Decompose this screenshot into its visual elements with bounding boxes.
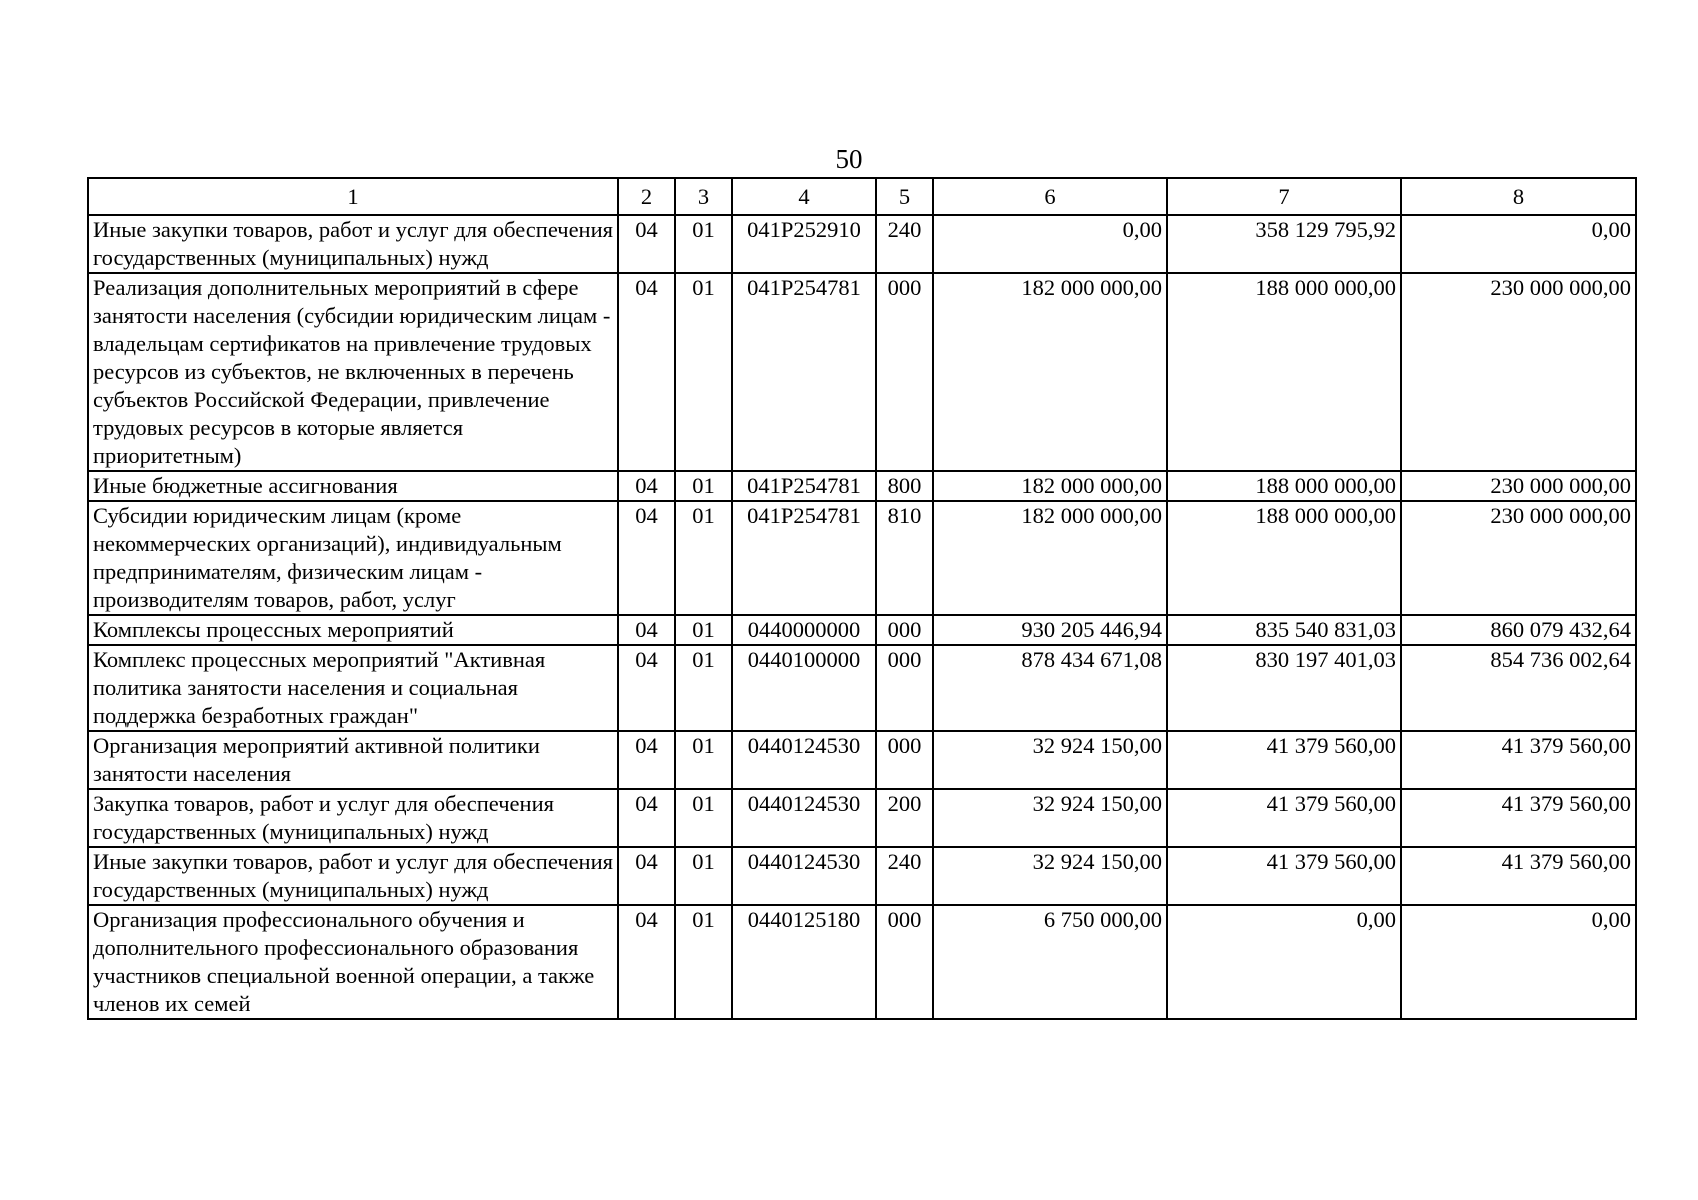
target-article-code: 0440124530 — [732, 789, 876, 847]
section-code: 04 — [618, 731, 675, 789]
amount-col8: 41 379 560,00 — [1401, 789, 1636, 847]
expense-type-code: 000 — [876, 273, 933, 471]
amount-col8: 230 000 000,00 — [1401, 273, 1636, 471]
section-code: 04 — [618, 501, 675, 615]
amount-col6: 878 434 671,08 — [933, 645, 1167, 731]
section-code: 04 — [618, 215, 675, 273]
table-row — [88, 615, 1636, 645]
expense-type-code: 000 — [876, 905, 933, 1019]
expense-type-code: 000 — [876, 731, 933, 789]
table-row — [88, 731, 1636, 789]
amount-col8: 41 379 560,00 — [1401, 847, 1636, 905]
target-article-code: 0440000000 — [732, 615, 876, 645]
table-row — [88, 501, 1636, 615]
amount-col7: 358 129 795,92 — [1167, 215, 1401, 273]
section-code: 04 — [618, 471, 675, 501]
amount-col6: 32 924 150,00 — [933, 847, 1167, 905]
amount-col6: 182 000 000,00 — [933, 273, 1167, 471]
table-row — [88, 471, 1636, 501]
amount-col8: 230 000 000,00 — [1401, 501, 1636, 615]
column-number: 2 — [618, 178, 675, 215]
expense-type-code: 800 — [876, 471, 933, 501]
table-row — [88, 215, 1636, 273]
expense-type-code: 240 — [876, 215, 933, 273]
amount-col6: 182 000 000,00 — [933, 471, 1167, 501]
subsection-code: 01 — [675, 273, 732, 471]
amount-col7: 41 379 560,00 — [1167, 847, 1401, 905]
column-number: 7 — [1167, 178, 1401, 215]
amount-col8: 230 000 000,00 — [1401, 471, 1636, 501]
target-article-code: 041P254781 — [732, 471, 876, 501]
subsection-code: 01 — [675, 215, 732, 273]
target-article-code: 0440100000 — [732, 645, 876, 731]
amount-col7: 41 379 560,00 — [1167, 789, 1401, 847]
amount-col8: 41 379 560,00 — [1401, 731, 1636, 789]
expense-name: Организация профессионального обучения и дополнительного профессионального образования участников специальной военной операции, а также членов их семей — [88, 905, 618, 1019]
subsection-code: 01 — [675, 905, 732, 1019]
expense-name: Субсидии юридическим лицам (кроме некоммерческих организаций), индивидуальным предпринимателям, физическим лицам - производителям товаров, работ, услуг — [88, 501, 618, 615]
expense-name: Организация мероприятий активной политики занятости населения — [88, 731, 618, 789]
amount-col6: 182 000 000,00 — [933, 501, 1167, 615]
table-row — [88, 905, 1636, 1019]
expense-name: Иные закупки товаров, работ и услуг для обеспечения государственных (муниципальных) нужд — [88, 215, 618, 273]
amount-col7: 830 197 401,03 — [1167, 645, 1401, 731]
expense-type-code: 810 — [876, 501, 933, 615]
expense-name: Комплексы процессных мероприятий — [88, 615, 618, 645]
section-code: 04 — [618, 273, 675, 471]
table-row — [88, 789, 1636, 847]
column-number: 1 — [88, 178, 618, 215]
expense-type-code: 000 — [876, 645, 933, 731]
amount-col8: 0,00 — [1401, 215, 1636, 273]
subsection-code: 01 — [675, 501, 732, 615]
column-number: 8 — [1401, 178, 1636, 215]
column-number: 5 — [876, 178, 933, 215]
subsection-code: 01 — [675, 615, 732, 645]
column-number-row — [88, 178, 1636, 215]
expense-name: Закупка товаров, работ и услуг для обеспечения государственных (муниципальных) нужд — [88, 789, 618, 847]
expense-name: Реализация дополнительных мероприятий в сфере занятости населения (субсидии юридическим лицам - владельцам сертификатов на привлечение трудовых ресурсов из субъектов, не включенных в перечень субъектов Российской Федерации, привлечение трудовых ресурсов в которые является приоритетным) — [88, 273, 618, 471]
section-code: 04 — [618, 905, 675, 1019]
section-code: 04 — [618, 645, 675, 731]
amount-col6: 0,00 — [933, 215, 1167, 273]
amount-col6: 930 205 446,94 — [933, 615, 1167, 645]
amount-col8: 860 079 432,64 — [1401, 615, 1636, 645]
amount-col6: 32 924 150,00 — [933, 731, 1167, 789]
page-number: 50 — [835, 144, 863, 174]
target-article-code: 041P254781 — [732, 501, 876, 615]
column-number: 3 — [675, 178, 732, 215]
budget-table — [87, 177, 1637, 1020]
amount-col7: 188 000 000,00 — [1167, 471, 1401, 501]
subsection-code: 01 — [675, 847, 732, 905]
target-article-code: 0440125180 — [732, 905, 876, 1019]
section-code: 04 — [618, 615, 675, 645]
amount-col6: 6 750 000,00 — [933, 905, 1167, 1019]
expense-name: Комплекс процессных мероприятий "Активная политика занятости населения и социальная поддержка безработных граждан" — [88, 645, 618, 731]
column-number: 6 — [933, 178, 1167, 215]
expense-name: Иные закупки товаров, работ и услуг для обеспечения государственных (муниципальных) нужд — [88, 847, 618, 905]
amount-col6: 32 924 150,00 — [933, 789, 1167, 847]
target-article-code: 041P252910 — [732, 215, 876, 273]
amount-col7: 0,00 — [1167, 905, 1401, 1019]
amount-col8: 854 736 002,64 — [1401, 645, 1636, 731]
subsection-code: 01 — [675, 471, 732, 501]
amount-col7: 835 540 831,03 — [1167, 615, 1401, 645]
table-row — [88, 645, 1636, 731]
subsection-code: 01 — [675, 731, 732, 789]
amount-col7: 188 000 000,00 — [1167, 501, 1401, 615]
expense-type-code: 200 — [876, 789, 933, 847]
table-row — [88, 847, 1636, 905]
section-code: 04 — [618, 789, 675, 847]
amount-col7: 41 379 560,00 — [1167, 731, 1401, 789]
subsection-code: 01 — [675, 789, 732, 847]
table-row — [88, 273, 1636, 471]
expense-name: Иные бюджетные ассигнования — [88, 471, 618, 501]
subsection-code: 01 — [675, 645, 732, 731]
target-article-code: 041P254781 — [732, 273, 876, 471]
section-code: 04 — [618, 847, 675, 905]
expense-type-code: 000 — [876, 615, 933, 645]
target-article-code: 0440124530 — [732, 731, 876, 789]
column-number: 4 — [732, 178, 876, 215]
amount-col8: 0,00 — [1401, 905, 1636, 1019]
amount-col7: 188 000 000,00 — [1167, 273, 1401, 471]
target-article-code: 0440124530 — [732, 847, 876, 905]
expense-type-code: 240 — [876, 847, 933, 905]
